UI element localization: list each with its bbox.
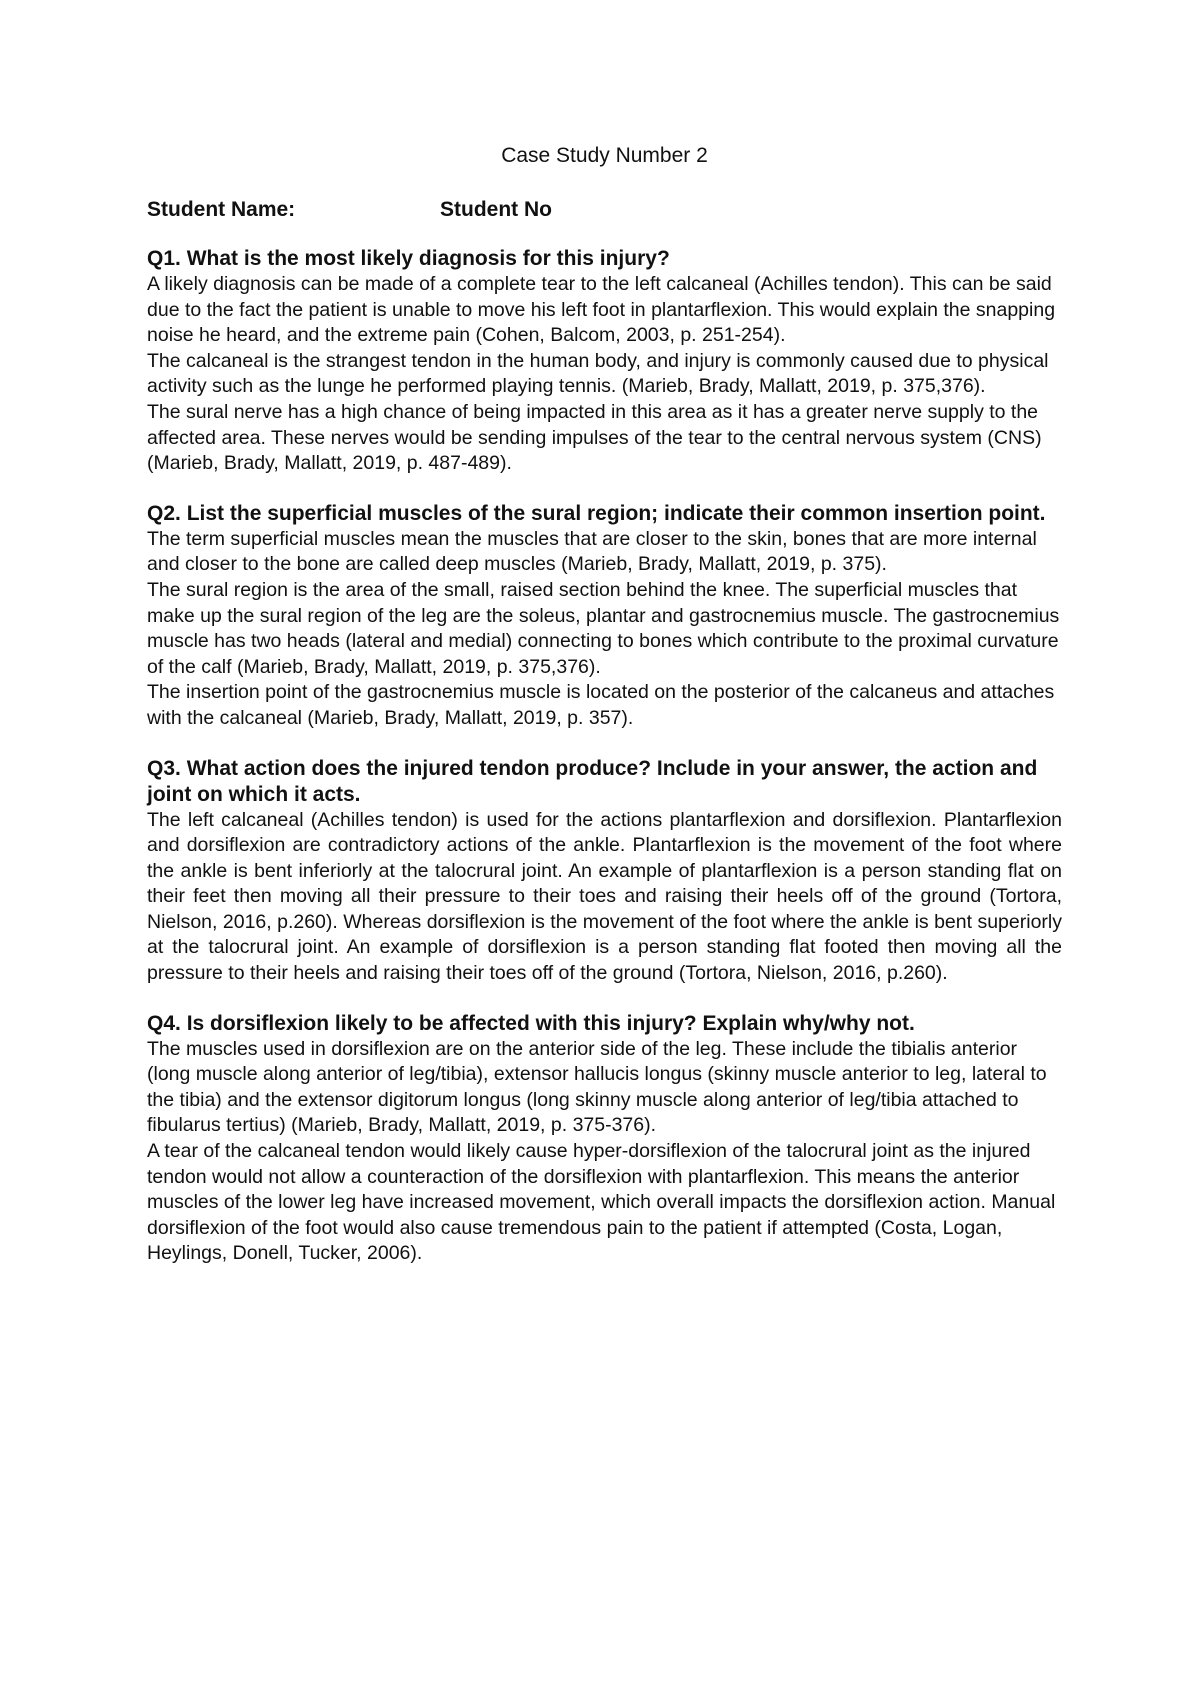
question-heading-3 (147, 756, 1062, 808)
answer-paragraph: A likely diagnosis can be made of a complete tear to the left calcaneal (Achilles tendon). This can be said due to the fact the patient is unable to move his left foot in plantarflexion. This would explain the snapping noise he heard, and the extreme pain (Cohen, Balcom, 2003, p. 251-254). (147, 273, 1056, 347)
answer-paragraph: The sural nerve has a high chance of being impacted in this area as it has a greater nerve supply to the affected area. These nerves would be sending impulses of the tear to the central nervous system (CNS) (Marieb, Brady, Mallatt, 2019, p. 487-489). (147, 400, 1042, 475)
student-number-label: Student No (440, 198, 552, 221)
question-text: What action does the injured tendon produce? Include in your answer, the action and joint on which it acts. (147, 756, 1038, 806)
question-heading-4 (147, 1011, 1062, 1037)
question-number: Q1. (147, 247, 181, 270)
question-text: List the superficial muscles of the sural region; indicate their common insertion point. (186, 501, 1046, 525)
student-info-line (147, 197, 1062, 223)
question-section-4 (147, 1011, 1062, 1267)
question-section-2 (147, 501, 1062, 732)
question-number: Q4. (147, 1011, 181, 1035)
question-number: Q3. (147, 756, 181, 780)
question-heading-2 (147, 501, 1062, 527)
question-heading-1 (147, 246, 1062, 272)
answer-paragraph: The muscles used in dorsiflexion are on the anterior side of the leg. These include the tibialis anterior (long muscle along anterior of leg/tibia), extensor hallucis longus (skinny muscle anterior to leg, lateral to the tibia) and the extensor digitorum longus (long skinny muscle along anterior of leg/tibia attached to fibularus tertius) (Marieb, Brady, Mallatt, 2019, p. 375-376). (147, 1037, 1047, 1137)
question-number: Q2. (147, 501, 181, 525)
answer-paragraph: The left calcaneal (Achilles tendon) is used for the actions plantarflexion and dorsiflexion. Plantarflexion and dorsiflexion are contradictory actions of the ankle. Plantarflexion is the movement of the foot where the ankle is bent inferiorly at the talocrural joint. An example of plantarflexion is a person standing flat on their feet then moving all their pressure to their toes and raising their heels off of the ground (Tortora, Nielson, 2016, p.260). Whereas dorsiflexion is the movement of the foot where the ankle is bent superiorly at the talocrural joint. An example of dorsiflexion is a person standing flat footed then moving all the pressure to their heels and raising their toes off of the ground (Tortora, Nielson, 2016, p.260). (147, 808, 1062, 985)
student-name-label: Student Name: (147, 198, 296, 221)
page-title: Case Study Number 2 (501, 144, 708, 167)
document-page (147, 143, 1062, 1291)
answer-paragraph: The term superficial muscles mean the muscles that are closer to the skin, bones that are more internal and closer to the bone are called deep muscles (Marieb, Brady, Mallatt, 2019, p. 375). (147, 527, 1037, 576)
answer-paragraph: The calcaneal is the strangest tendon in the human body, and injury is commonly caused due to physical activity such as the lunge he performed playing tennis. (Marieb, Brady, Mallatt, 2019, p. 375,376). (147, 349, 1049, 398)
answer-paragraph: The sural region is the area of the small, raised section behind the knee. The superficial muscles that make up the sural region of the leg are the soleus, plantar and gastrocnemius muscle. The gastrocnemius muscle has two heads (lateral and medial) connecting to bones which contribute to the proximal curvature of the calf (Marieb, Brady, Mallatt, 2019, p. 375,376). (147, 578, 1060, 678)
question-section-1 (147, 246, 1062, 477)
answer-paragraph: The insertion point of the gastrocnemius muscle is located on the posterior of the calcaneus and attaches with the calcaneal (Marieb, Brady, Mallatt, 2019, p. 357). (147, 681, 1055, 729)
question-text: What is the most likely diagnosis for this injury? (186, 247, 670, 270)
answer-paragraph: A tear of the calcaneal tendon would likely cause hyper-dorsiflexion of the talocrural joint as the injured tendon would not allow a counteraction of the dorsiflexion with plantarflexion. This means the anterior muscles of the lower leg have increased movement, which overall impacts the dorsiflexion action. Manual dorsiflexion of the foot would also cause tremendous pain to the patient if attempted (Costa, Logan, Heylings, Donell, Tucker, 2006). (147, 1140, 1056, 1265)
question-text: Is dorsiflexion likely to be affected with this injury? Explain why/why not. (186, 1011, 915, 1035)
question-section-3 (147, 756, 1062, 987)
